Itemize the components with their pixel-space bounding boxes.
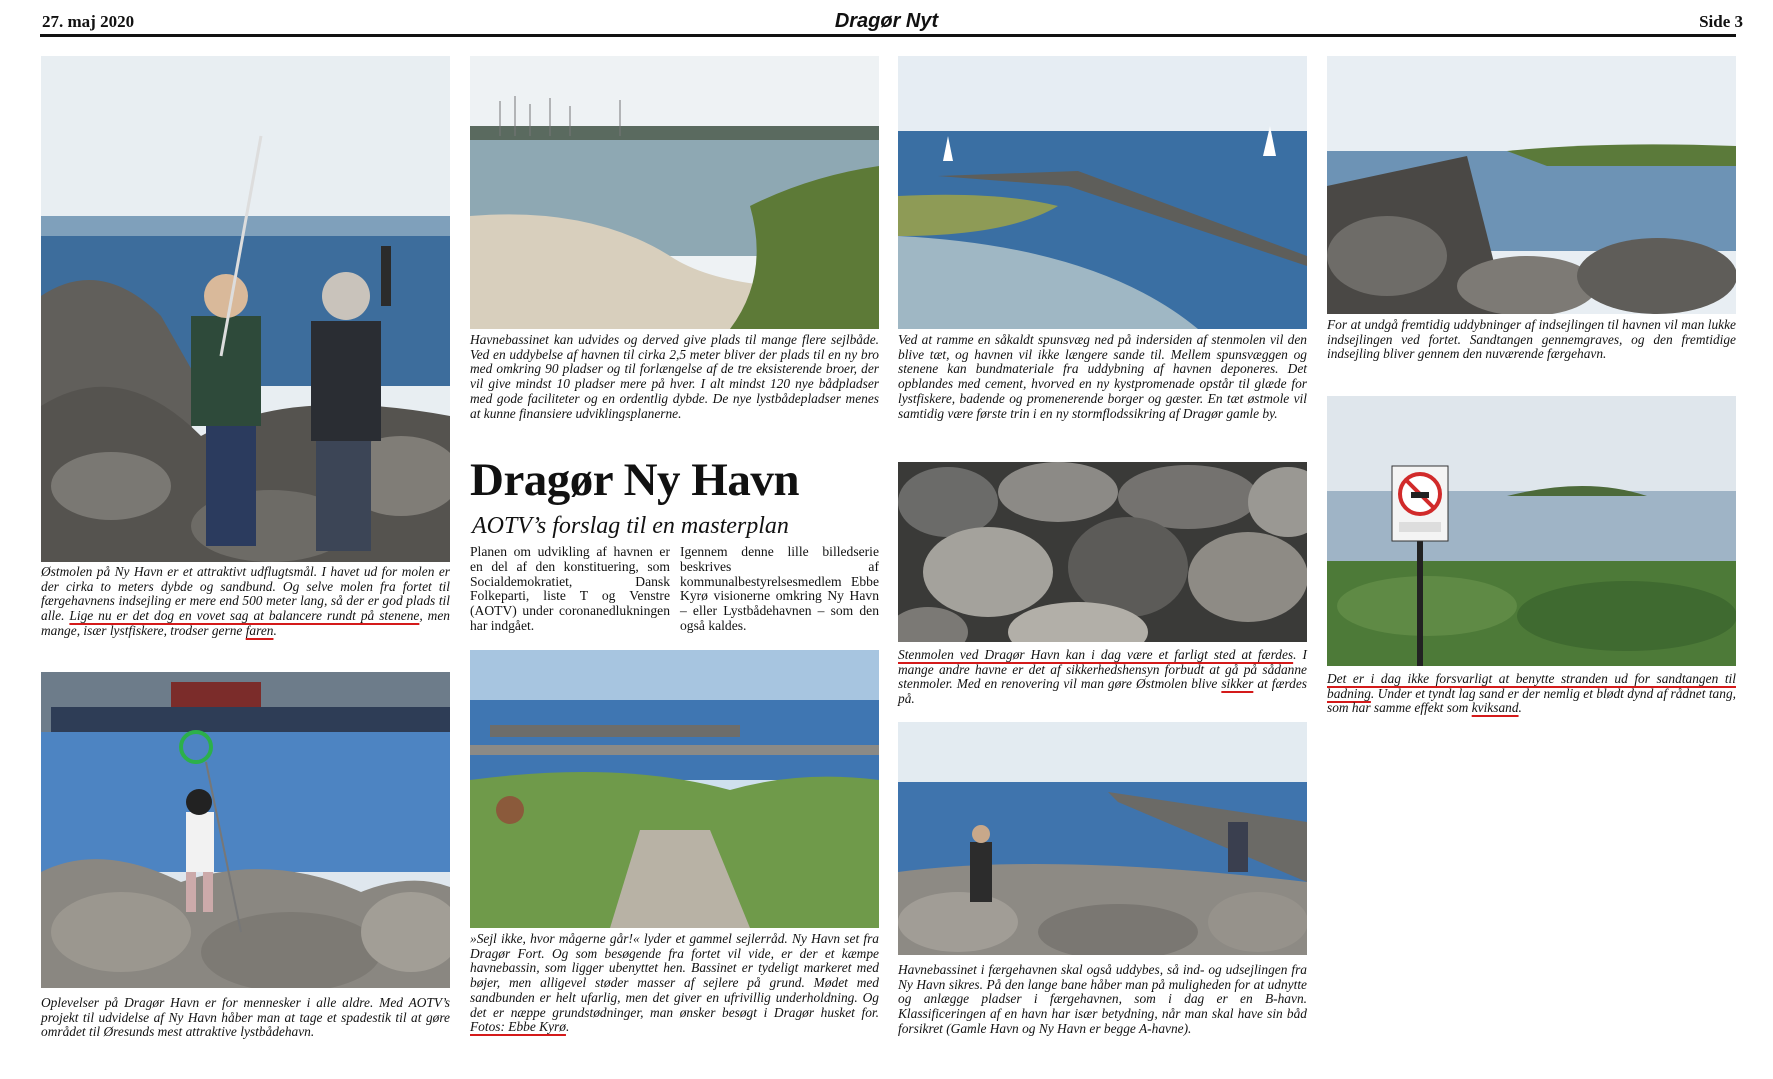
caption-sheet-pile-wall: Ved at ramme en såkaldt spunsvæg ned på indersiden af stenmolen vil den blive tæt, og havnen vil ikke længere sande til. Mellem spunsvæggen og stenene kan bundmateriale fra uddybning af havnen deponeres. Det opblandes med cement, hvorved en ny kystpromenade opstår til glæde for lystfiskere, badende og promenerende borger og gæster. En tæt østmole vil samtidig være første trin i en ny stormflodssikring af Dragør gamle by. xyxy=(898,332,1307,421)
caption-ferry-harbour: Havnebassinet i færgehavnen skal også uddybes, så ind- og udsejlingen fra Ny Havn sikres. På den lange bane håber man på muligheden for at udnytte og anlægge pladser i færgehavnen, som i dag er en B-havn. Klassificeringen af en havn har især betydning, når man skal have sin båd forsikret (Gamle Havn og Ny Havn er begge A-havne). xyxy=(898,962,1307,1036)
article-body-col2: Igennem denne lille billedserie beskrives af kommunalbestyrelsesmedlem Ebbe Kyrø visionerne omkring Ny Havn – eller Lystbådehavnen – som den også kaldes. xyxy=(680,544,879,633)
photo-view-from-fort xyxy=(470,650,879,928)
caption-anglers: Østmolen på Ny Havn er et attraktivt udflugtsmål. I havet ud for molen er der cirka to meters dybde og sandbund. Og selve molen fra fortet til færgehavnens indsejling er mere end 500 meter lang, så der er god plads til alle. Lige nu er det dog en vovet sag at balancere rundt på stenene, men mange, især lystfiskere, trodser gerne faren. xyxy=(41,564,450,638)
caption-all-ages: Oplevelser på Dragør Havn er for mennesker i alle aldre. Med AOTV’s projekt til udvidelse af Ny Havn håber man at tage et spadestik til at gøre området til Øresunds mest attraktive lystbådehavn. xyxy=(41,995,450,1040)
article-subtitle: AOTV’s forslag til en masterplan xyxy=(472,513,789,539)
issue-date: 27. maj 2020 xyxy=(42,12,135,31)
article-title: Dragør Ny Havn xyxy=(470,454,799,506)
caption-no-bathing: Det er i dag ikke forsvarligt at benytte stranden ud for sandtangen til badning. Under et tyndt lag sand er der nemlig et blødt dynd af rådnet tang, som har samme effekt som kviksand. xyxy=(1327,671,1736,716)
page-number: Side 3 xyxy=(1699,12,1743,31)
caption-close-entrance: For at undgå fremtidig uddybninger af indsejlingen til havnen vil man lukke indsejlingen ved fortet. Sandtangen gennemgraves, og den fremtidige indsejling bliver gennem den nuværende færgehavn. xyxy=(1327,317,1736,362)
photo-anglers-on-mole xyxy=(41,56,450,562)
no-swimming-sign-icon xyxy=(1392,466,1448,541)
photo-people-on-mole xyxy=(898,722,1307,955)
photo-stones-closeup xyxy=(898,462,1307,642)
newspaper-name: Dragør Nyt xyxy=(834,10,939,32)
caption-seagulls: »Sejl ikke, hvor mågerne går!« lyder et gammel sejlerråd. Ny Havn set fra Dragør Fort. Og som besøgende fra fortet vil vide, er der et kæmpe havnebassin, som ligger ubenyttet hen. Bassinet er tydeligt markeret med bøjer, men alligevel støder masser af sejlere på grund. Mødet med sandbunden er helt ufarlig, men det giver en ufrivillig underholdning. Og det er næppe grundstødninger, man ønsker besøgt i Dragør husket for. Fotos: Ebbe Kyrø. xyxy=(470,931,879,1035)
photo-sandspit-entrance xyxy=(1327,56,1736,314)
caption-dangerous-mole: Stenmolen ved Dragør Havn kan i dag være et farligt sted at færdes. I mange andre havne er det af sikkerhedshensyn forbudt at gå på sådanne stenmoler. Med en renovering vil man gøre Østmolen blive sikker at færdes på. xyxy=(898,647,1307,707)
header-rule xyxy=(40,34,1736,37)
article-body-col1: Planen om udvikling af havnen er en del af den konstituering, som Socialdemokratiet, Dansk Folkeparti, liste T og Venstre (AOTV) under coronanedlukningen har indgået. xyxy=(470,544,670,633)
photo-east-mole-aerial xyxy=(898,56,1307,329)
caption-basin-expand: Havnebassinet kan udvides og derved give plads til mange flere sejlbåde. Ved en uddybelse af havnen til cirka 2,5 meter bliver der plads til en ny bro med omkring 90 pladser og til forlængelse af de tre eksisterende broer, der vil give mindst 10 pladser mere på hver. I alt mindst 120 nye bådpladser med gode faciliteter og en ordentlig dybde. De nye lystbådepladser menes at kunne finansiere udviklingsplanerne. xyxy=(470,332,879,421)
photo-harbour-basin xyxy=(470,56,879,329)
photo-child-on-stones xyxy=(41,672,450,988)
photo-no-swimming-beach xyxy=(1327,396,1736,666)
